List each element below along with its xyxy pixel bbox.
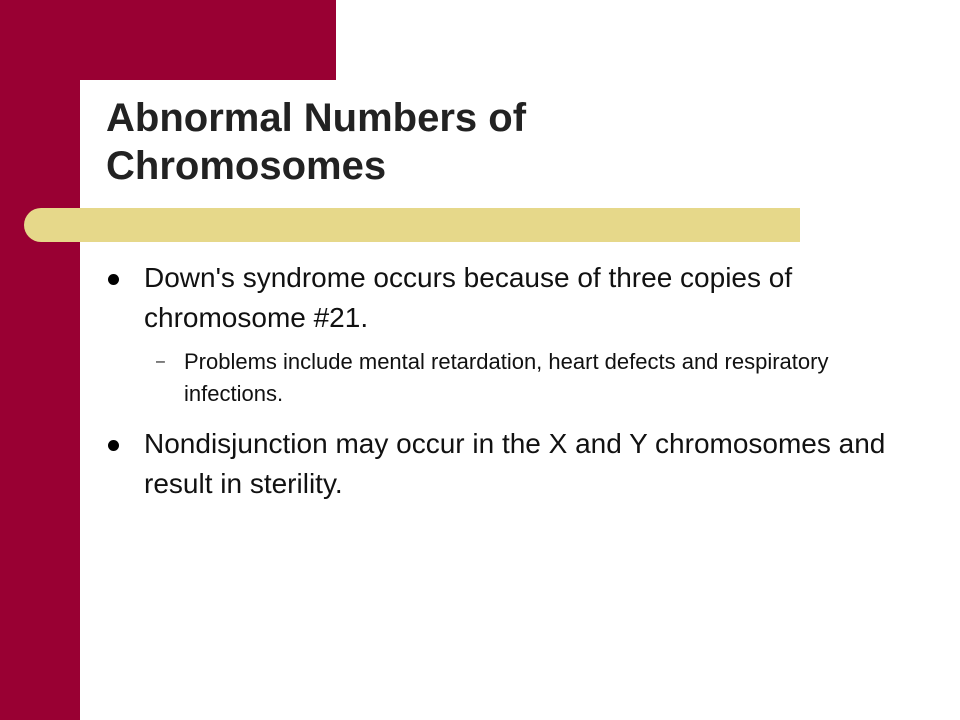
sub-bullet-item [106, 346, 886, 410]
slide-title [106, 94, 806, 190]
bullet-text: Down's syndrome occurs because of three copies of chromosome #21. [144, 262, 793, 333]
dash-marker: – [156, 353, 165, 370]
bullet-dot-icon [108, 440, 119, 451]
bullet-text: Nondisjunction may occur in the X and Y chromosomes and result in sterility. [144, 428, 886, 499]
slide-body [106, 258, 886, 504]
bullet-dot-icon [108, 274, 119, 285]
slide-title-line-1: Abnormal Numbers of [106, 96, 527, 140]
left-maroon-band [0, 0, 80, 720]
title-accent-bar [24, 208, 800, 242]
bullet-item [106, 258, 886, 338]
sub-bullet-text: Problems include mental retardation, heart defects and respiratory infections. [184, 349, 829, 406]
slide-title-line-2: Chromosomes [106, 144, 387, 188]
top-maroon-band [80, 0, 336, 80]
bullet-item [106, 424, 886, 504]
